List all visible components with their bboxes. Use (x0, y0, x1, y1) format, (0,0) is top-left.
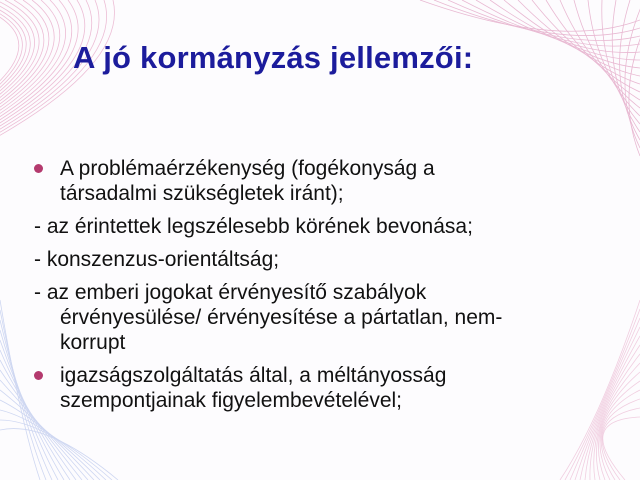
item-line: A problémaérzékenység (fogékonyság a (60, 157, 435, 180)
decorative-curve (0, 0, 60, 117)
item-line: korrupt (60, 331, 126, 354)
bullet-item (34, 156, 614, 206)
item-line: - az érintettek legszélesebb körének bevonása; (34, 215, 473, 238)
item-line: társadalmi szükségletek iránt); (60, 182, 344, 205)
bullet-dot-icon (34, 164, 43, 173)
item-line: - az emberi jogokat érvényesítő szabályok (34, 281, 427, 304)
bullet-item (34, 363, 614, 413)
item-line: szempontjainak figyelembevételével; (60, 389, 403, 412)
slide-title: A jó kormányzás jellemzői: (73, 40, 474, 75)
decorative-curve (602, 0, 640, 124)
slide-body (34, 156, 614, 421)
decorative-curve (574, 0, 640, 108)
item-line: - konszenzus-orientáltság; (34, 248, 280, 271)
dash-item (34, 214, 614, 239)
decorative-curve (490, 0, 640, 60)
dash-item (34, 247, 614, 272)
item-line: igazságszolgáltatás által, a méltányosság (60, 364, 447, 387)
decorative-curve (603, 417, 640, 480)
item-line: érvényesülése/ érvényesítése a pártatlan, nem- (60, 306, 503, 329)
bullet-dot-icon (34, 371, 43, 380)
decorative-curve (0, 0, 19, 90)
decorative-curve (420, 0, 640, 31)
dash-item (34, 280, 614, 355)
decorative-curve (476, 0, 640, 53)
